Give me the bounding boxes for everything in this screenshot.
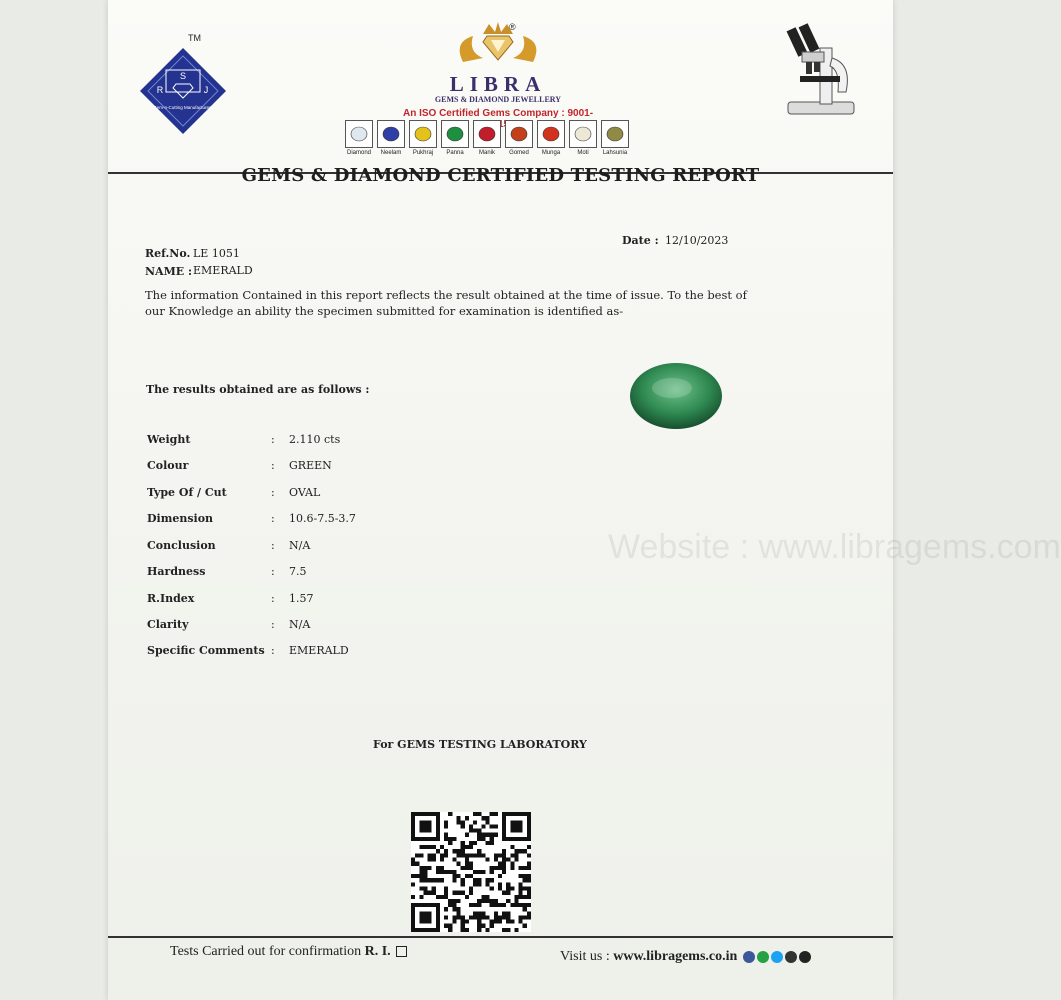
footer-divider — [108, 936, 893, 938]
spec-separator: : — [271, 592, 275, 605]
spec-separator: : — [271, 618, 275, 631]
registered-mark: ® — [509, 22, 516, 32]
spec-separator: : — [271, 512, 275, 525]
srj-letter-r: R — [156, 85, 164, 95]
gem-name: Pukhraj — [412, 150, 434, 156]
gem-swatch-icon — [377, 120, 405, 148]
spec-value: N/A — [289, 618, 311, 631]
gem-manik — [472, 120, 502, 156]
srj-letter-j: J — [203, 85, 209, 95]
spec-value: 7.5 — [289, 565, 307, 578]
srj-letter-s: S — [179, 71, 187, 81]
spec-separator: : — [271, 459, 275, 472]
gem-swatch-icon — [409, 120, 437, 148]
gem-moti — [568, 120, 598, 156]
website-watermark: Website : www.libragems.com — [608, 528, 1061, 566]
gem-swatch-icon — [345, 120, 373, 148]
gem-swatch-icon — [537, 120, 565, 148]
facebook-icon[interactable] — [743, 951, 755, 963]
brand-subtitle: GEMS & DIAMOND JEWELLERY — [434, 95, 562, 104]
spec-label: Clarity — [147, 618, 189, 631]
diamond-logo-icon — [138, 46, 228, 136]
gem-types-strip — [344, 120, 630, 156]
crown-lion-logo-icon — [443, 22, 553, 66]
spec-separator: : — [271, 565, 275, 578]
trademark-mark: TM — [188, 33, 201, 43]
report-title: GEMS & DIAMOND CERTIFIED TESTING REPORT — [241, 165, 760, 186]
spec-separator: : — [271, 539, 275, 552]
gem-swatch-icon — [441, 120, 469, 148]
lab-signature-label: For GEMS TESTING LABORATORY — [373, 738, 587, 751]
gem-name: Munga — [541, 150, 561, 156]
brand-name: LIBRA — [449, 72, 547, 96]
name-value: EMERALD — [193, 264, 253, 277]
ref-value: LE 1051 — [193, 247, 240, 260]
certificate-page — [108, 0, 1061, 1000]
intro-paragraph: The information Contained in this report reflects the result obtained at the time of issue. To the best of our Knowledge an ability the specimen submitted for examination is identified as- — [145, 288, 747, 318]
ref-label: Ref.No. — [145, 247, 191, 260]
website-link[interactable]: www.libragems.co.in — [613, 949, 738, 964]
qr-code-icon[interactable] — [396, 812, 546, 932]
social-icons — [743, 951, 811, 963]
spec-label: Dimension — [147, 512, 214, 525]
date-label: Date : — [622, 234, 659, 247]
spec-label: Hardness — [147, 565, 206, 578]
spec-value: 2.110 cts — [289, 433, 341, 446]
spec-label: Weight — [147, 433, 191, 446]
gem-panna — [440, 120, 470, 156]
footer-tests — [170, 944, 407, 960]
iso-certification: An ISO Certified Gems Company : 9001- 15 — [402, 108, 594, 130]
visit-label: Visit us : — [560, 949, 610, 964]
spec-label: R.Index — [147, 592, 195, 605]
tests-bold: R. I. — [364, 944, 391, 959]
checkbox-icon — [396, 946, 407, 957]
emerald-oval-gem-icon — [628, 360, 724, 432]
spec-separator: : — [271, 486, 275, 499]
spec-separator: : — [271, 433, 275, 446]
spec-label: Conclusion — [147, 539, 216, 552]
gem-pukhraj — [408, 120, 438, 156]
gem-swatch-icon — [601, 120, 629, 148]
spec-label: Colour — [147, 459, 189, 472]
gem-diamond — [344, 120, 374, 156]
youtube-icon[interactable] — [785, 951, 797, 963]
gem-name: Panna — [446, 150, 464, 156]
spec-value: 1.57 — [289, 592, 314, 605]
name-label: NAME : — [145, 265, 193, 278]
gem-munga — [536, 120, 566, 156]
spec-value: GREEN — [289, 459, 332, 472]
gem-swatch-icon — [569, 120, 597, 148]
spec-value: 10.6-7.5-3.7 — [289, 512, 356, 525]
footer-visit — [560, 949, 811, 965]
microscope-icon — [780, 18, 860, 118]
brand-block — [398, 22, 598, 130]
gem-gomed — [504, 120, 534, 156]
spec-label: Specific Comments — [147, 644, 265, 657]
gem-name: Moti — [577, 150, 589, 156]
results-heading: The results obtained are as follows : — [146, 383, 370, 396]
gem-name: Manik — [478, 150, 495, 156]
instagram-icon[interactable] — [799, 951, 811, 963]
twitter-icon[interactable] — [771, 951, 783, 963]
gem-swatch-icon — [473, 120, 501, 148]
gem-name: Diamond — [346, 150, 371, 156]
srj-tagline: Gem-n-Cutting Manufacturers — [153, 105, 213, 110]
gem-neelam — [376, 120, 406, 156]
whatsapp-icon[interactable] — [757, 951, 769, 963]
gem-lahsunia — [600, 120, 630, 156]
gem-name: Gomed — [509, 150, 529, 156]
spec-value: OVAL — [289, 486, 321, 499]
date-value: 12/10/2023 — [665, 234, 729, 247]
spec-separator: : — [271, 644, 275, 657]
gem-name: Neelam — [380, 150, 402, 156]
gem-swatch-icon — [505, 120, 533, 148]
gem-name: Lahsunia — [602, 150, 628, 156]
spec-value: N/A — [289, 539, 311, 552]
tests-text: Tests Carried out for confirmation — [170, 944, 362, 959]
spec-value: EMERALD — [289, 644, 349, 657]
spec-label: Type Of / Cut — [147, 486, 227, 499]
